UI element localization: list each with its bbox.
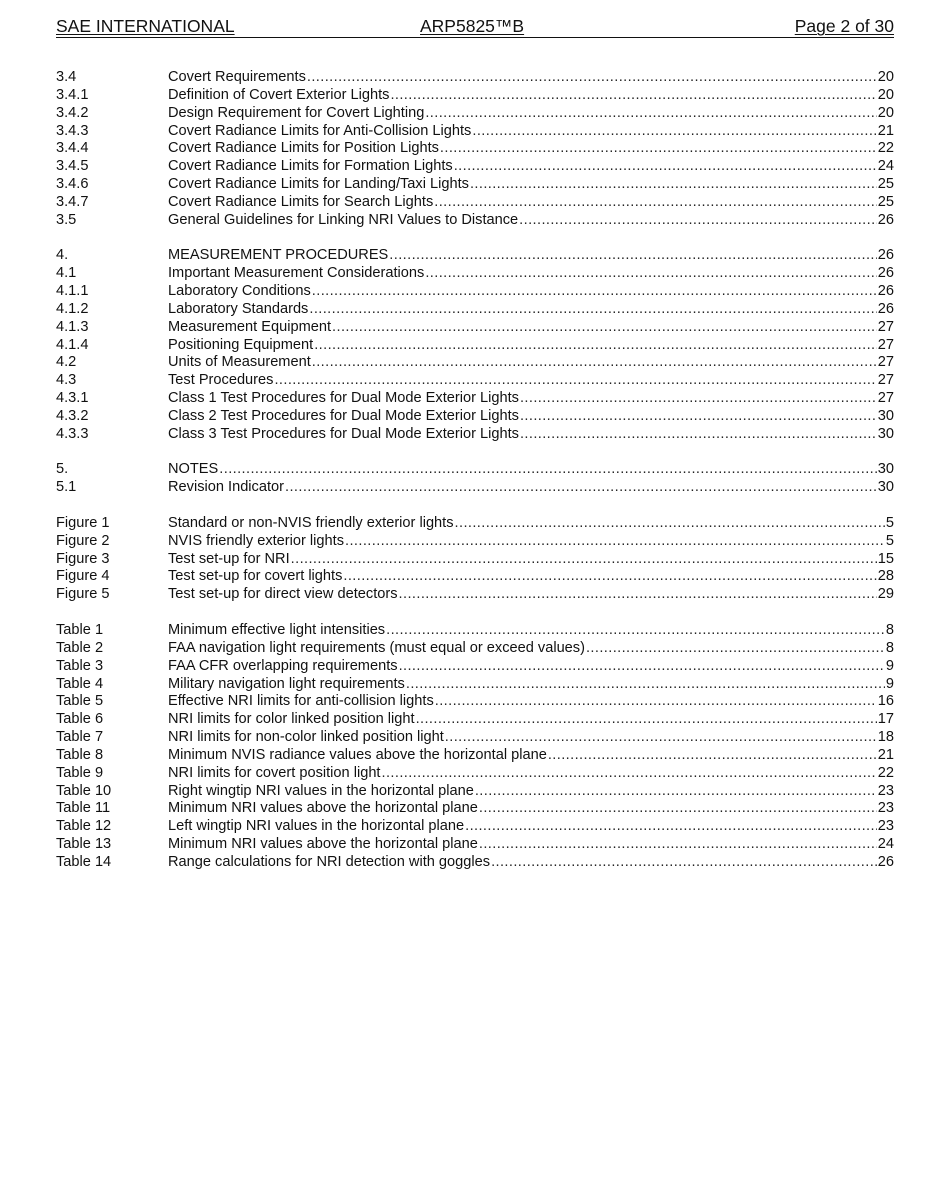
toc-entry-number: 3.4.6 (56, 176, 89, 193)
toc-entry[interactable] (56, 551, 894, 569)
dot-leader (470, 176, 877, 194)
toc-entry-number: 3.4 (56, 69, 77, 85)
toc-entry-page[interactable]: 20 (877, 104, 894, 121)
toc-entry-title[interactable]: Important Measurement Considerations (168, 265, 425, 282)
document-id: ARP5825™B (420, 16, 525, 36)
toc-entry-number: Table 10 (56, 782, 112, 799)
toc-entry[interactable] (56, 212, 894, 230)
toc-entry-page[interactable]: 23 (877, 782, 894, 799)
toc-entry-number: 4.3.2 (56, 407, 89, 424)
toc-entry[interactable] (56, 765, 894, 783)
toc-entry-body (168, 747, 894, 765)
toc-entry[interactable] (56, 194, 894, 212)
toc-entry[interactable] (56, 640, 894, 658)
toc-entry-page[interactable]: 25 (877, 193, 894, 210)
toc-entry-body (168, 408, 894, 426)
toc-entry-page[interactable]: 21 (877, 746, 894, 763)
toc-entry-title[interactable]: Units of Measurement (168, 354, 311, 371)
toc-entry-number: Figure 2 (56, 532, 110, 549)
toc-entry-title[interactable]: Definition of Covert Exterior Lights (168, 86, 390, 103)
toc-entry[interactable] (56, 69, 894, 87)
toc-entry[interactable] (56, 87, 894, 105)
toc-entry-body (168, 515, 894, 533)
toc-entry-title[interactable]: Military navigation light requirements (168, 675, 405, 692)
toc-entry-title[interactable]: Design Requirement for Covert Lighting (168, 104, 425, 121)
toc-entry-body (168, 586, 894, 604)
toc-entry-title[interactable]: FAA CFR overlapping requirements (168, 657, 398, 674)
toc-entry[interactable] (56, 800, 894, 818)
toc-entry-body (168, 711, 894, 729)
toc-entry-title[interactable]: Test set-up for NRI (168, 550, 290, 567)
toc-entry[interactable] (56, 158, 894, 176)
dot-leader (274, 372, 876, 390)
toc-entry-body (168, 194, 894, 212)
toc-entry-title[interactable]: Right wingtip NRI values in the horizontal plane (168, 782, 474, 799)
toc-entry[interactable] (56, 622, 894, 640)
toc-entry[interactable] (56, 747, 894, 765)
toc-entry-title[interactable]: Test set-up for covert lights (168, 568, 343, 585)
toc-entry-number: Table 2 (56, 639, 104, 656)
toc-entry-page[interactable]: 27 (877, 318, 894, 335)
toc-entry-page[interactable]: 26 (877, 265, 894, 282)
toc-entry-page[interactable]: 20 (877, 69, 894, 85)
dot-leader (399, 658, 885, 676)
toc-entry-page[interactable]: 23 (877, 800, 894, 817)
toc-entry[interactable] (56, 479, 894, 497)
toc-entry-page[interactable]: 27 (877, 336, 894, 353)
toc-entry-body (168, 301, 894, 319)
toc-entry-page[interactable]: 24 (877, 158, 894, 175)
dot-leader (440, 140, 877, 158)
dot-leader (445, 729, 877, 747)
toc-entry-title[interactable]: Laboratory Conditions (168, 283, 311, 300)
toc-entry[interactable] (56, 461, 894, 479)
toc-entry-number: Table 5 (56, 693, 104, 710)
toc-entry-body (168, 372, 894, 390)
toc-entry-page[interactable]: 26 (877, 247, 894, 264)
toc-entry[interactable] (56, 854, 894, 872)
toc-entry-number: Figure 1 (56, 514, 110, 531)
toc-entry-title[interactable]: Measurement Equipment (168, 318, 332, 335)
toc-entry-number: Table 3 (56, 657, 104, 674)
toc-entry-page[interactable]: 30 (877, 425, 894, 442)
toc-entry-page[interactable]: 26 (877, 211, 894, 228)
toc-entry-page[interactable]: 9 (885, 657, 894, 674)
toc-entry-title[interactable]: Minimum effective light intensities (168, 621, 386, 638)
toc-entry-number: 4.2 (56, 354, 77, 371)
toc-entry-title[interactable]: Covert Radiance Limits for Anti-Collision Lights (168, 122, 472, 139)
toc-entry-title[interactable]: Effective NRI limits for anti-collision lights (168, 693, 434, 710)
toc-entry[interactable] (56, 426, 894, 444)
dot-leader (291, 551, 877, 569)
dot-leader (475, 783, 877, 801)
table-of-contents (56, 69, 894, 890)
dot-leader (285, 479, 877, 497)
toc-entry-body (168, 87, 894, 105)
toc-entry[interactable] (56, 354, 894, 372)
toc-entry-title[interactable]: Range calculations for NRI detection with goggles (168, 853, 491, 870)
toc-entry-body (168, 319, 894, 337)
toc-entry[interactable] (56, 783, 894, 801)
toc-entry-page[interactable]: 29 (877, 586, 894, 603)
toc-group-tables (56, 622, 894, 872)
dot-leader (312, 283, 877, 301)
toc-entry[interactable] (56, 658, 894, 676)
toc-entry-title[interactable]: Minimum NVIS radiance values above the horizontal plane (168, 746, 547, 763)
dot-leader (343, 568, 876, 586)
toc-entry-page[interactable]: 27 (877, 354, 894, 371)
toc-entry[interactable] (56, 533, 894, 551)
toc-entry-title[interactable]: MEASUREMENT PROCEDURES (168, 247, 389, 264)
toc-entry[interactable] (56, 105, 894, 123)
toc-entry-body (168, 640, 894, 658)
dot-leader (390, 87, 876, 105)
toc-entry-body (168, 69, 894, 87)
toc-entry-page[interactable]: 21 (877, 122, 894, 139)
toc-entry-title[interactable]: Covert Radiance Limits for Formation Lights (168, 158, 453, 175)
dot-leader (435, 693, 877, 711)
toc-entry-page[interactable]: 16 (877, 693, 894, 710)
toc-entry-title[interactable]: FAA navigation light requirements (must equal or exceed values) (168, 639, 585, 656)
toc-entry[interactable] (56, 176, 894, 194)
toc-entry-page[interactable]: 8 (885, 639, 894, 656)
toc-entry-body (168, 533, 894, 551)
toc-entry-body (168, 105, 894, 123)
dot-leader (479, 836, 877, 854)
toc-entry-number: Table 13 (56, 836, 112, 853)
dot-leader (382, 765, 877, 783)
dot-leader (465, 818, 877, 836)
toc-entry-number: 3.5 (56, 211, 77, 228)
toc-entry-title[interactable]: Left wingtip NRI values in the horizontal plane (168, 818, 465, 835)
toc-entry[interactable] (56, 676, 894, 694)
toc-entry-body (168, 158, 894, 176)
toc-entry-number: 4.1 (56, 265, 77, 282)
dot-leader (389, 247, 876, 265)
toc-entry-title[interactable]: Class 3 Test Procedures for Dual Mode Exterior Lights (168, 425, 519, 442)
dot-leader (406, 676, 885, 694)
dot-leader (399, 586, 877, 604)
toc-entry-body (168, 568, 894, 586)
toc-entry-page[interactable]: 30 (877, 407, 894, 424)
toc-entry-page[interactable]: 8 (885, 621, 894, 638)
dot-leader (386, 622, 885, 640)
toc-entry[interactable] (56, 123, 894, 141)
toc-entry-body (168, 622, 894, 640)
toc-entry-number: 3.4.2 (56, 104, 89, 121)
toc-entry[interactable] (56, 408, 894, 426)
toc-entry-body (168, 337, 894, 355)
toc-entry-page[interactable]: 23 (877, 818, 894, 835)
toc-entry-body (168, 729, 894, 747)
toc-entry-number: 3.4.4 (56, 140, 89, 157)
page-indicator: Page 2 of 30 (794, 16, 894, 36)
toc-entry-title[interactable]: Covert Radiance Limits for Landing/Taxi Lights (168, 176, 469, 193)
toc-entry[interactable] (56, 283, 894, 301)
toc-entry[interactable] (56, 301, 894, 319)
toc-entry-body (168, 676, 894, 694)
toc-entry-number: Table 9 (56, 764, 104, 781)
toc-entry[interactable] (56, 711, 894, 729)
toc-entry[interactable] (56, 818, 894, 836)
organization-name: SAE INTERNATIONAL (56, 16, 235, 36)
toc-entry-number: Table 7 (56, 729, 104, 746)
toc-entry-title[interactable]: Test Procedures (168, 372, 274, 389)
toc-entry-title[interactable]: Covert Requirements (168, 69, 306, 85)
toc-group-section-4 (56, 247, 894, 443)
toc-entry-body (168, 818, 894, 836)
toc-entry-number: 4.3.3 (56, 425, 89, 442)
toc-group-section-5 (56, 461, 894, 497)
toc-entry-number: Table 6 (56, 711, 104, 728)
toc-entry-page[interactable]: 20 (877, 86, 894, 103)
toc-entry[interactable] (56, 586, 894, 604)
toc-entry[interactable] (56, 140, 894, 158)
toc-entry[interactable] (56, 729, 894, 747)
toc-entry-body (168, 479, 894, 497)
toc-entry[interactable] (56, 337, 894, 355)
toc-entry-title[interactable]: Laboratory Standards (168, 300, 309, 317)
toc-entry-number: Table 11 (56, 800, 111, 817)
toc-entry-page[interactable]: 27 (877, 390, 894, 407)
toc-entry-number: 5. (56, 461, 69, 478)
toc-entry-number: Table 8 (56, 746, 104, 763)
dot-leader (312, 354, 877, 372)
dot-leader (434, 194, 877, 212)
toc-entry-page[interactable]: 5 (885, 532, 894, 549)
dot-leader (491, 854, 877, 872)
toc-entry-body (168, 283, 894, 301)
toc-entry-title[interactable]: NRI limits for covert position light (168, 764, 381, 781)
dot-leader (520, 390, 877, 408)
toc-entry-body (168, 176, 894, 194)
toc-entry-body (168, 800, 894, 818)
toc-entry[interactable] (56, 372, 894, 390)
toc-entry-page[interactable]: 17 (877, 711, 894, 728)
toc-entry-number: 3.4.5 (56, 158, 89, 175)
toc-entry-number: 4. (56, 247, 69, 264)
toc-entry[interactable] (56, 568, 894, 586)
toc-entry-number: 3.4.3 (56, 122, 89, 139)
toc-entry[interactable] (56, 836, 894, 854)
toc-entry-body (168, 247, 894, 265)
toc-entry[interactable] (56, 247, 894, 265)
toc-entry-body (168, 551, 894, 569)
toc-entry-body (168, 354, 894, 372)
toc-entry-number: 4.3 (56, 372, 77, 389)
toc-entry-page[interactable]: 26 (877, 853, 894, 870)
toc-entry-title[interactable]: Standard or non-NVIS friendly exterior lights (168, 514, 454, 531)
toc-entry-body (168, 836, 894, 854)
toc-entry-body (168, 212, 894, 230)
toc-entry-title[interactable]: Positioning Equipment (168, 336, 314, 353)
toc-entry-body (168, 765, 894, 783)
toc-entry-page[interactable]: 30 (877, 461, 894, 478)
dot-leader (219, 461, 876, 479)
toc-entry-number: Table 1 (56, 621, 104, 638)
toc-entry-number: Table 14 (56, 853, 112, 870)
toc-entry-title[interactable]: Minimum NRI values above the horizontal plane (168, 836, 478, 853)
toc-entry-body (168, 658, 894, 676)
dot-leader (479, 800, 877, 818)
toc-entry-page[interactable]: 24 (877, 836, 894, 853)
toc-entry[interactable] (56, 390, 894, 408)
toc-entry-number: Figure 5 (56, 586, 110, 603)
toc-entry-number: 3.4.1 (56, 86, 89, 103)
toc-entry-number: 3.4.7 (56, 193, 89, 210)
toc-entry-title[interactable]: General Guidelines for Linking NRI Values to Distance (168, 211, 519, 228)
dot-leader (416, 711, 877, 729)
toc-entry-number: Figure 3 (56, 550, 110, 567)
toc-entry-page[interactable]: 18 (877, 729, 894, 746)
toc-entry-body (168, 461, 894, 479)
toc-entry-body (168, 123, 894, 141)
dot-leader (332, 319, 877, 337)
toc-entry-body (168, 783, 894, 801)
toc-entry-title[interactable]: Covert Radiance Limits for Position Lights (168, 140, 439, 157)
dot-leader (586, 640, 885, 658)
toc-entry-number: Table 12 (56, 818, 112, 835)
toc-entry-body (168, 426, 894, 444)
toc-entry-title[interactable]: NRI limits for color linked position light (168, 711, 415, 728)
toc-entry-number: 4.3.1 (56, 390, 89, 407)
dot-leader (520, 426, 877, 444)
toc-entry[interactable] (56, 319, 894, 337)
toc-entry-body (168, 390, 894, 408)
dot-leader (548, 747, 877, 765)
toc-entry-title[interactable]: Covert Radiance Limits for Search Lights (168, 193, 434, 210)
toc-group-section-3-4 (56, 69, 894, 230)
page-header (56, 15, 894, 38)
dot-leader (307, 69, 877, 87)
toc-entry-number: 5.1 (56, 479, 77, 496)
toc-entry-page[interactable]: 25 (877, 176, 894, 193)
toc-entry-title[interactable]: Minimum NRI values above the horizontal plane (168, 800, 478, 817)
toc-entry-title[interactable]: Class 1 Test Procedures for Dual Mode Exterior Lights (168, 390, 519, 407)
toc-entry-title[interactable]: NOTES (168, 461, 219, 478)
toc-entry-body (168, 854, 894, 872)
toc-entry-body (168, 693, 894, 711)
toc-entry[interactable] (56, 515, 894, 533)
toc-entry-page[interactable]: 5 (885, 514, 894, 531)
dot-leader (472, 123, 876, 141)
toc-entry-title[interactable]: NVIS friendly exterior lights (168, 532, 345, 549)
toc-entry-number: Figure 4 (56, 568, 110, 585)
dot-leader (425, 265, 876, 283)
dot-leader (314, 337, 877, 355)
toc-entry-title[interactable]: Class 2 Test Procedures for Dual Mode Exterior Lights (168, 407, 519, 424)
toc-entry-page[interactable]: 28 (877, 568, 894, 585)
dot-leader (345, 533, 885, 551)
toc-entry[interactable] (56, 265, 894, 283)
dot-leader (520, 408, 877, 426)
toc-entry-title[interactable]: NRI limits for non-color linked position light (168, 729, 444, 746)
dot-leader (425, 105, 876, 123)
dot-leader (455, 515, 885, 533)
toc-entry-body (168, 140, 894, 158)
toc-entry-page[interactable]: 30 (877, 479, 894, 496)
toc-entry-page[interactable]: 26 (877, 300, 894, 317)
dot-leader (454, 158, 877, 176)
toc-entry[interactable] (56, 693, 894, 711)
toc-entry-page[interactable]: 26 (877, 283, 894, 300)
dot-leader (519, 212, 877, 230)
toc-entry-page[interactable]: 22 (877, 764, 894, 781)
toc-entry-page[interactable]: 15 (877, 550, 894, 567)
toc-entry-number: 4.1.3 (56, 318, 89, 335)
toc-entry-body (168, 265, 894, 283)
toc-entry-page[interactable]: 27 (877, 372, 894, 389)
toc-entry-page[interactable]: 9 (885, 675, 894, 692)
toc-entry-number: 4.1.1 (56, 283, 89, 300)
toc-entry-page[interactable]: 22 (877, 140, 894, 157)
toc-entry-title[interactable]: Revision Indicator (168, 479, 284, 496)
toc-entry-number: 4.1.2 (56, 300, 89, 317)
toc-group-figures (56, 515, 894, 604)
dot-leader (309, 301, 876, 319)
toc-entry-title[interactable]: Test set-up for direct view detectors (168, 586, 398, 603)
toc-entry-number: 4.1.4 (56, 336, 89, 353)
toc-entry-number: Table 4 (56, 675, 104, 692)
